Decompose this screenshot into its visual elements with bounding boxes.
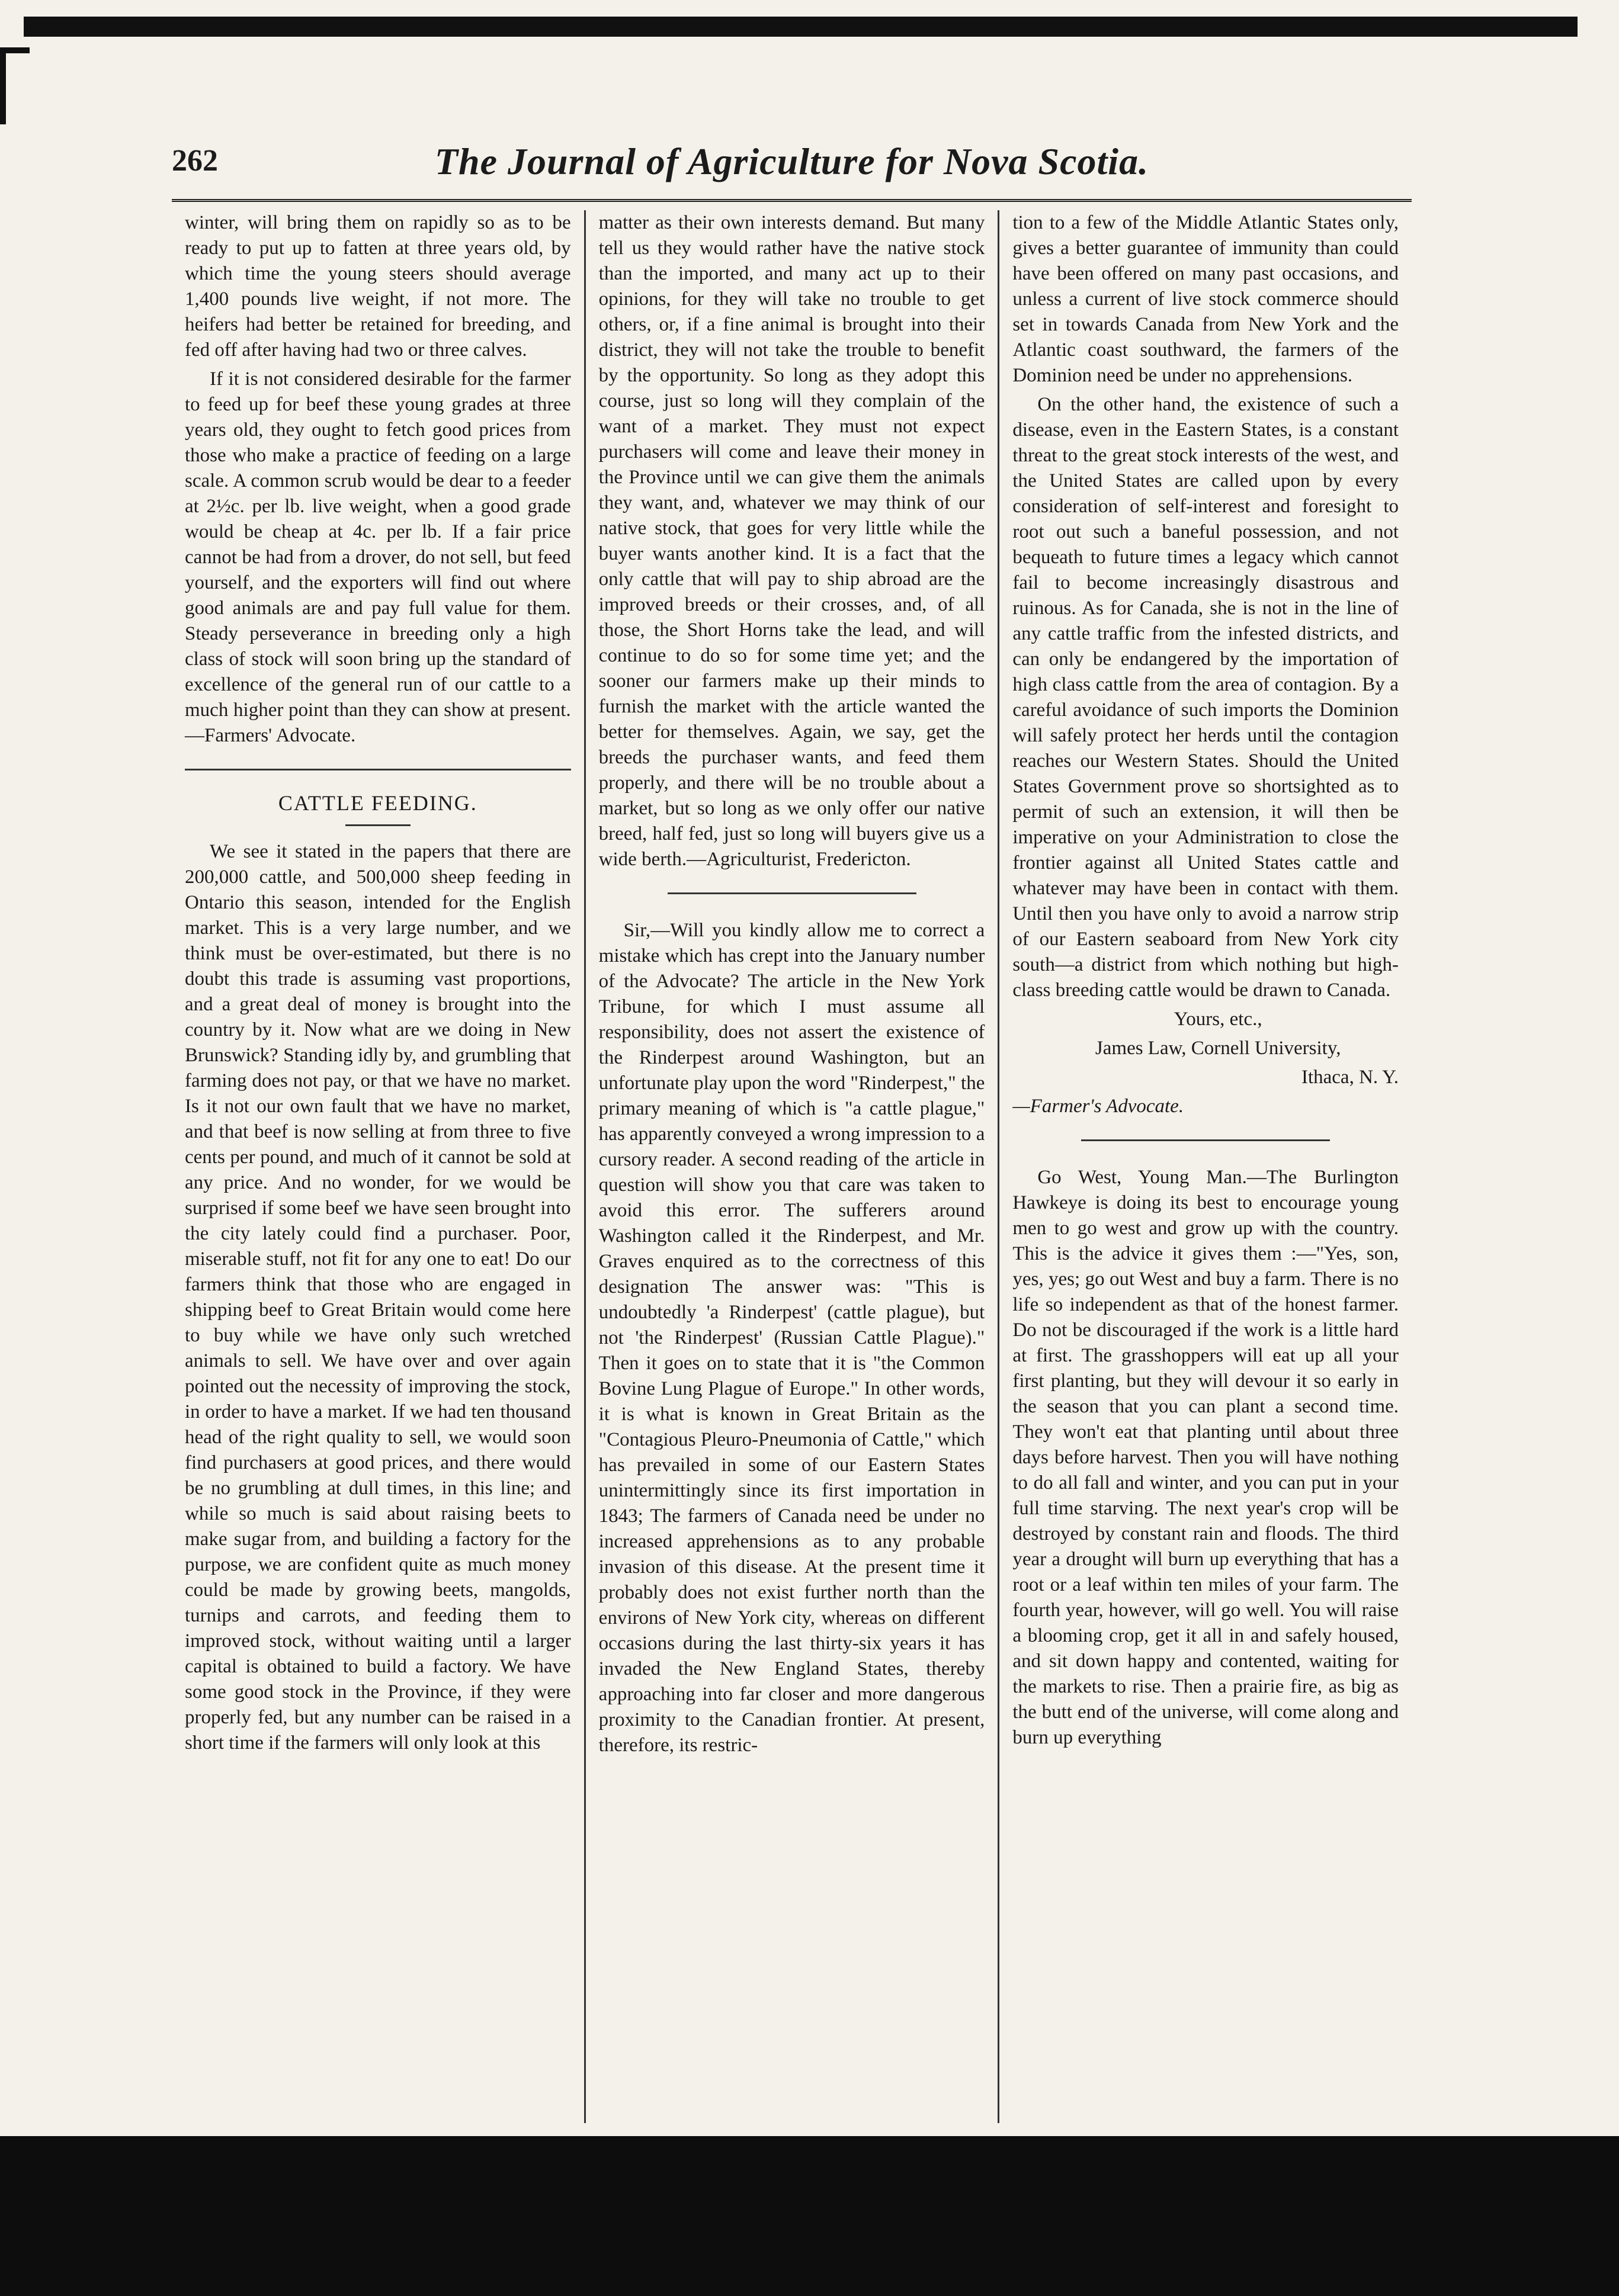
paragraph: Go West, Young Man.—The Burlington Hawkeye is doing its best to encourage young men to go west and grow up with the country. This is the advice it gives them :—"Yes, son, yes, yes; go out West and buy a farm. There is no life so independent as that of the honest farmer. Do not be discouraged if the work is a little hard at first. The grasshoppers will eat up all your first planting, but they will devour it so early in the season that you can plant a second time. They won't eat that planting until about three days before harvest. Then you will have nothing to do all fall and winter, and you can put in your full time starving. The next year's crop will be destroyed by constant rain and floods. The third year a drought will burn up everything that has a root or a leaf within ten miles of your farm. The fourth year, however, will go well. You will raise a blooming crop, get it all in and safely housed, and sit down happy and contented, waiting for the markets to rise. Then a prairie fire, as big as the butt end of the universe, will come along and burn up everything xyxy=(1012,1167,1399,1748)
article-columns xyxy=(172,210,1412,2123)
paragraph: matter as their own interests demand. But many tell us they would rather have the native stock than the imported, and many act up to their opinions, for they will take no trouble to get others, or, if a fine animal is brought into their district, they will not take the trouble to benefit by the opportunity. So long as they adopt this course, just so long will they complain of the want of a market. They must not expect purchasers will come and leave their money in the Province until we can give them the animals they want, and, whatever we may think of our native stock, that goes for very little while the buyer wants another kind. It is a fact that the only cattle that will pay to ship abroad are the improved breeds or their crosses, and, of all those, the Short Horns take the lead, and will continue to do so for some time yet; and the sooner our farmers make up their minds to furnish the market with the article wanted the better for themselves. Again, we say, get the breeds the purchaser wants, and feed them properly, and there will be no trouble about a market, but so long as we only offer our native breed, half fed, just so long will buyers give us a wide berth.—Agriculturist, Fredericton. xyxy=(598,212,985,870)
page-number: 262 xyxy=(172,144,218,178)
heading-rule xyxy=(345,824,411,826)
signature-name: James Law, Cornell University, xyxy=(1095,1038,1341,1059)
paragraph: winter, will bring them on rapidly so as to be ready to put up to fatten at three years old, by which time the young steers should average 1,400 pounds live weight, if not more. The heifers had better be retained for breeding, and fed off after having had two or three calves. xyxy=(185,212,571,361)
paragraph: We see it stated in the papers that there are 200,000 cattle, and 500,000 sheep feeding in Ontario this season, intended for the English market. This is a very large number, and we think must be over-estimated, but there is no doubt this trade is assuming vast proportions, and a great deal of money is brought into the country by it. Now what are we doing in New Brunswick? Standing idly by, and grumbling that farming does not pay, or that we have no market. Is it not our own fault that we have no market, and that beef is now selling at from three to five cents per pound, and much of it cannot be sold at any price. And no wonder, for we would be surprised if some beef we have seen brought into the city lately could find a purchaser. Poor, miserable stuff, not fit for any one to eat! Do our farmers think that those who are engaged in shipping beef to Great Britain would come here to buy while we have only such wretched animals to sell. We have over and over again pointed out the necessity of improving the stock, in order to have a market. If we had ten thousand head of the right quality to sell, we would soon find purchasers at good prices, and there would be no grumbling at dull times, in this line; and while so much is said about raising beets to make sugar from, and building a factory for the purpose, we are confident quite as much money could be made by growing beets, mangolds, turnips and carrots, and feeding them to improved stock, without waiting until a larger capital is obtained to build a factory. We have some good stock in the Province, if they were properly fed, but any number can be raised in a short time if the farmers will only look at this xyxy=(185,841,571,1754)
paragraph: If it is not considered desirable for the farmer to feed up for beef these young grades at three years old, they ought to fetch good prices from those who make a practice of feeding on a large scale. A common scrub would be dear to a feeder at 2½c. per lb. live weight, when a good grade would be cheap at 4c. per lb. If a fair price cannot be had from a drover, do not sell, but feed yourself, and the exporters will find out where good animals are and pay full value for them. Steady perseverance in breeding only a high class of stock will soon bring up the standard of excellence of the general run of our cattle to a much higher point than they can show at present.—Farmers' Advocate. xyxy=(185,368,571,746)
column-1 xyxy=(172,210,584,2123)
page-header xyxy=(172,131,1412,197)
signature-line: Yours, etc., xyxy=(1174,1009,1262,1030)
paragraph: tion to a few of the Middle Atlantic States only, gives a better guarantee of immunity than could have been offered on many past occasions, and unless a current of live stock commerce should set in towards Canada from New York and the Atlantic coast southward, the farmers of the Dominion need be under no apprehensions. xyxy=(1012,212,1399,386)
scan-bottom-band xyxy=(0,2136,1619,2296)
section-divider xyxy=(668,892,916,894)
top-border-rule xyxy=(24,17,1578,37)
header-rule xyxy=(172,199,1412,202)
corner-mark xyxy=(0,47,30,124)
paragraph: Sir,—Will you kindly allow me to correct a mistake which has crept into the January number of the Advocate? The article in the New York Tribune, for which I must assume all responsibility, does not assert the existence of the Rinderpest around Washington, but an unfortunate play upon the word "Rinderpest," the primary meaning of which is "a cattle plague," has apparently conveyed a wrong impression to a cursory reader. A second reading of the article in question will show you that care was taken to avoid this error. The sufferers around Washington called it the Rinderpest, and Mr. Graves enquired as to the correctness of this designation The answer was: "This is undoubtedly 'a Rinderpest' (cattle plague), but not 'the Rinderpest' (Russian Cattle Plague)." Then it goes on to state that it is "the Common Bovine Lung Plague of Europe." In other words, it is what is known in Great Britain as the "Contagious Pleuro-Pneumonia of Cattle," which has prevailed in some of our Eastern States unintermittingly since its first importation in 1843; The farmers of Canada need be under no increased apprehensions as to any probable invasion of this disease. At the present time it probably does not exist further north than the environs of New York city, whereas on different occasions during the last thirty-six years it has invaded the New England States, thereby approaching into far closer and more dangerous proximity to the Canadian frontier. At present, therefore, its restric- xyxy=(598,920,985,1756)
column-3 xyxy=(998,210,1412,2123)
section-divider xyxy=(185,769,571,770)
journal-title: The Journal of Agriculture for Nova Scotia. xyxy=(434,140,1149,182)
source-credit: —Farmer's Advocate. xyxy=(1012,1096,1184,1117)
column-2 xyxy=(584,210,998,2123)
signature-place: Ithaca, N. Y. xyxy=(1301,1067,1399,1088)
paragraph: On the other hand, the existence of such a disease, even in the Eastern States, is a constant threat to the great stock interests of the west, and the United States are called upon by every consideration of self-interest and foresight to root out such a baneful possession, and not bequeath to future times a legacy which cannot fail to become increasingly disastrous and ruinous. As for Canada, she is not in the line of any cattle traffic from the infested districts, and can only be endangered by the importation of high class cattle from the area of contagion. By a careful avoidance of such imports the Dominion will safely protect her herds until the contagion reaches our Western States. Should the United States Government prove so shortsighted as to permit of such an extension, it will then be imperative on your Administration to close the frontier against all United States cattle and whatever may have been in contact with them. Until then you have only to avoid a narrow strip of our Eastern seaboard from New York city south—a district from which nothing but high-class breeding cattle would be drawn to Canada. xyxy=(1012,394,1399,1001)
section-heading: CATTLE FEEDING. xyxy=(278,791,477,815)
section-divider xyxy=(1081,1139,1330,1141)
